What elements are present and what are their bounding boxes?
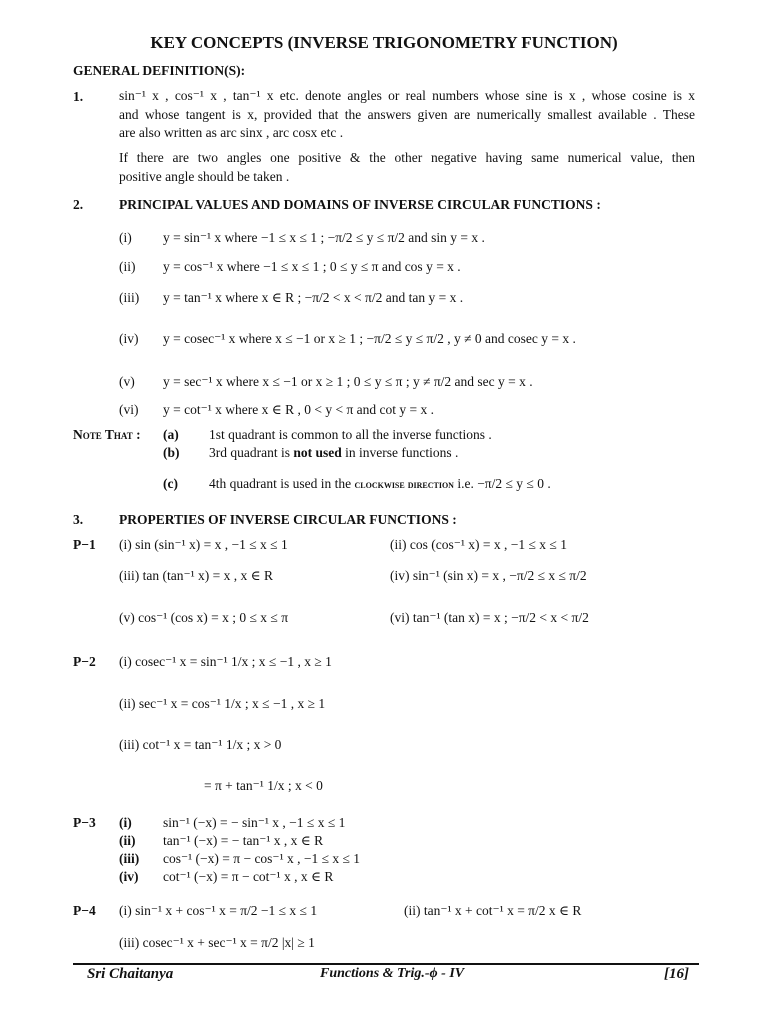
section-3-number: 3. [73, 512, 84, 527]
note-c-pre: 4th quadrant is used in the [209, 476, 355, 491]
p2-ii: (ii) sec⁻¹ x = cos⁻¹ 1/x ; x ≤ −1 , x ≥ 1 [119, 696, 326, 711]
note-item-text: 1st quadrant is common to all the inverse functions . [209, 427, 492, 442]
p1-v: (v) cos⁻¹ (cos x) = x ; 0 ≤ x ≤ π [119, 610, 289, 625]
p1-iv: (iv) sin⁻¹ (sin x) = x , −π/2 ≤ x ≤ π/2 [390, 568, 587, 583]
footer-right: [16] [664, 966, 689, 982]
p2-iii: (iii) cot⁻¹ x = tan⁻¹ 1/x ; x > 0 [119, 737, 282, 752]
s2-item-label: (i) [119, 230, 132, 245]
p1-iii: (iii) tan (tan⁻¹ x) = x , x ∈ R [119, 568, 274, 583]
section-1-line-4: If there are two angles one positive & the other negative having same numerical value, then [119, 150, 695, 165]
note-item-label: (b) [163, 445, 180, 460]
note-c-smallcaps: clockwise direction [354, 477, 454, 491]
p3-item-label: (iii) [119, 851, 140, 866]
p2-i: (i) cosec⁻¹ x = sin⁻¹ 1/x ; x ≤ −1 , x ≥ 1 [119, 654, 332, 669]
s2-item-label: (iii) [119, 290, 140, 305]
p2-label: P−2 [73, 654, 96, 669]
note-that-label: Note That : [73, 427, 141, 442]
p3-item-text: sin⁻¹ (−x) = − sin⁻¹ x , −1 ≤ x ≤ 1 [163, 815, 346, 830]
note-item-label: (a) [163, 427, 179, 442]
s2-item-text: y = cosec⁻¹ x where x ≤ −1 or x ≥ 1 ; −π/2 ≤ y ≤ π/2 , y ≠ 0 and cosec y = x . [163, 331, 576, 346]
p3-item-text: tan⁻¹ (−x) = − tan⁻¹ x , x ∈ R [163, 833, 324, 848]
section-3-heading: PROPERTIES OF INVERSE CIRCULAR FUNCTIONS : [119, 512, 457, 527]
s2-item-text: y = cos⁻¹ x where −1 ≤ x ≤ 1 ; 0 ≤ y ≤ π and cos y = x . [163, 259, 461, 274]
note-c-post: i.e. −π/2 ≤ y ≤ 0 . [453, 476, 551, 491]
section-1-paragraph [119, 87, 695, 143]
note-item-text [209, 445, 458, 461]
section-1-line-1: sin⁻¹ x , cos⁻¹ x , tan⁻¹ x etc. denote angles or real numbers whose sine is x , whose cosine is x [119, 88, 695, 103]
note-item-label: (c) [163, 476, 178, 491]
footer-left: Sri Chaitanya [87, 966, 174, 982]
footer-center: Functions & Trig.-ϕ - IV [320, 966, 465, 981]
general-definition-heading: GENERAL DEFINITION(S): [73, 63, 246, 78]
p1-i: (i) sin (sin⁻¹ x) = x , −1 ≤ x ≤ 1 [119, 537, 288, 552]
p1-ii: (ii) cos (cos⁻¹ x) = x , −1 ≤ x ≤ 1 [390, 537, 567, 552]
p1-vi: (vi) tan⁻¹ (tan x) = x ; −π/2 < x < π/2 [390, 610, 589, 625]
p3-item-label: (i) [119, 815, 132, 830]
s2-item-text: y = sec⁻¹ x where x ≤ −1 or x ≥ 1 ; 0 ≤ y ≤ π ; y ≠ π/2 and sec y = x . [163, 374, 533, 389]
p1-label: P−1 [73, 537, 96, 552]
note-b-post: in inverse functions . [341, 445, 459, 460]
section-2-heading: PRINCIPAL VALUES AND DOMAINS OF INVERSE CIRCULAR FUNCTIONS : [119, 197, 601, 212]
section-1-line-5: positive angle should be taken . [119, 168, 290, 184]
s2-item-label: (vi) [119, 402, 139, 417]
p4-iii: (iii) cosec⁻¹ x + sec⁻¹ x = π/2 |x| ≥ 1 [119, 935, 315, 950]
p3-item-text: cot⁻¹ (−x) = π − cot⁻¹ x , x ∈ R [163, 869, 334, 884]
p3-item-text: cos⁻¹ (−x) = π − cos⁻¹ x , −1 ≤ x ≤ 1 [163, 851, 361, 866]
p4-i: (i) sin⁻¹ x + cos⁻¹ x = π/2 −1 ≤ x ≤ 1 [119, 903, 318, 918]
s2-item-label: (v) [119, 374, 135, 389]
p2-iv: = π + tan⁻¹ 1/x ; x < 0 [204, 778, 323, 793]
note-b-bold: not used [293, 445, 342, 460]
p3-label: P−3 [73, 815, 96, 830]
s2-item-label: (ii) [119, 259, 136, 274]
s2-item-text: y = tan⁻¹ x where x ∈ R ; −π/2 < x < π/2 and tan y = x . [163, 290, 464, 305]
note-b-pre: 3rd quadrant is [209, 445, 294, 460]
p4-label: P−4 [73, 903, 96, 918]
p3-item-label: (iv) [119, 869, 139, 884]
section-1-paragraph-2 [119, 149, 695, 186]
section-1-line-2: and whose tangent is x, provided that the answers given are numerically smallest available . These [119, 106, 695, 122]
section-1-number: 1. [73, 89, 84, 104]
page-title: KEY CONCEPTS (INVERSE TRIGONOMETRY FUNCTION) [150, 33, 618, 52]
section-2-number: 2. [73, 197, 84, 212]
p4-ii: (ii) tan⁻¹ x + cot⁻¹ x = π/2 x ∈ R [404, 903, 582, 918]
footer-rule [73, 963, 699, 965]
note-item-text [209, 476, 551, 492]
section-1-line-3: are also written as arc sinx , arc cosx etc . [119, 125, 344, 140]
p3-item-label: (ii) [119, 833, 136, 848]
s2-item-text: y = sin⁻¹ x where −1 ≤ x ≤ 1 ; −π/2 ≤ y ≤ π/2 and sin y = x . [163, 230, 485, 245]
s2-item-text: y = cot⁻¹ x where x ∈ R , 0 < y < π and cot y = x . [163, 402, 435, 417]
s2-item-label: (iv) [119, 331, 139, 346]
